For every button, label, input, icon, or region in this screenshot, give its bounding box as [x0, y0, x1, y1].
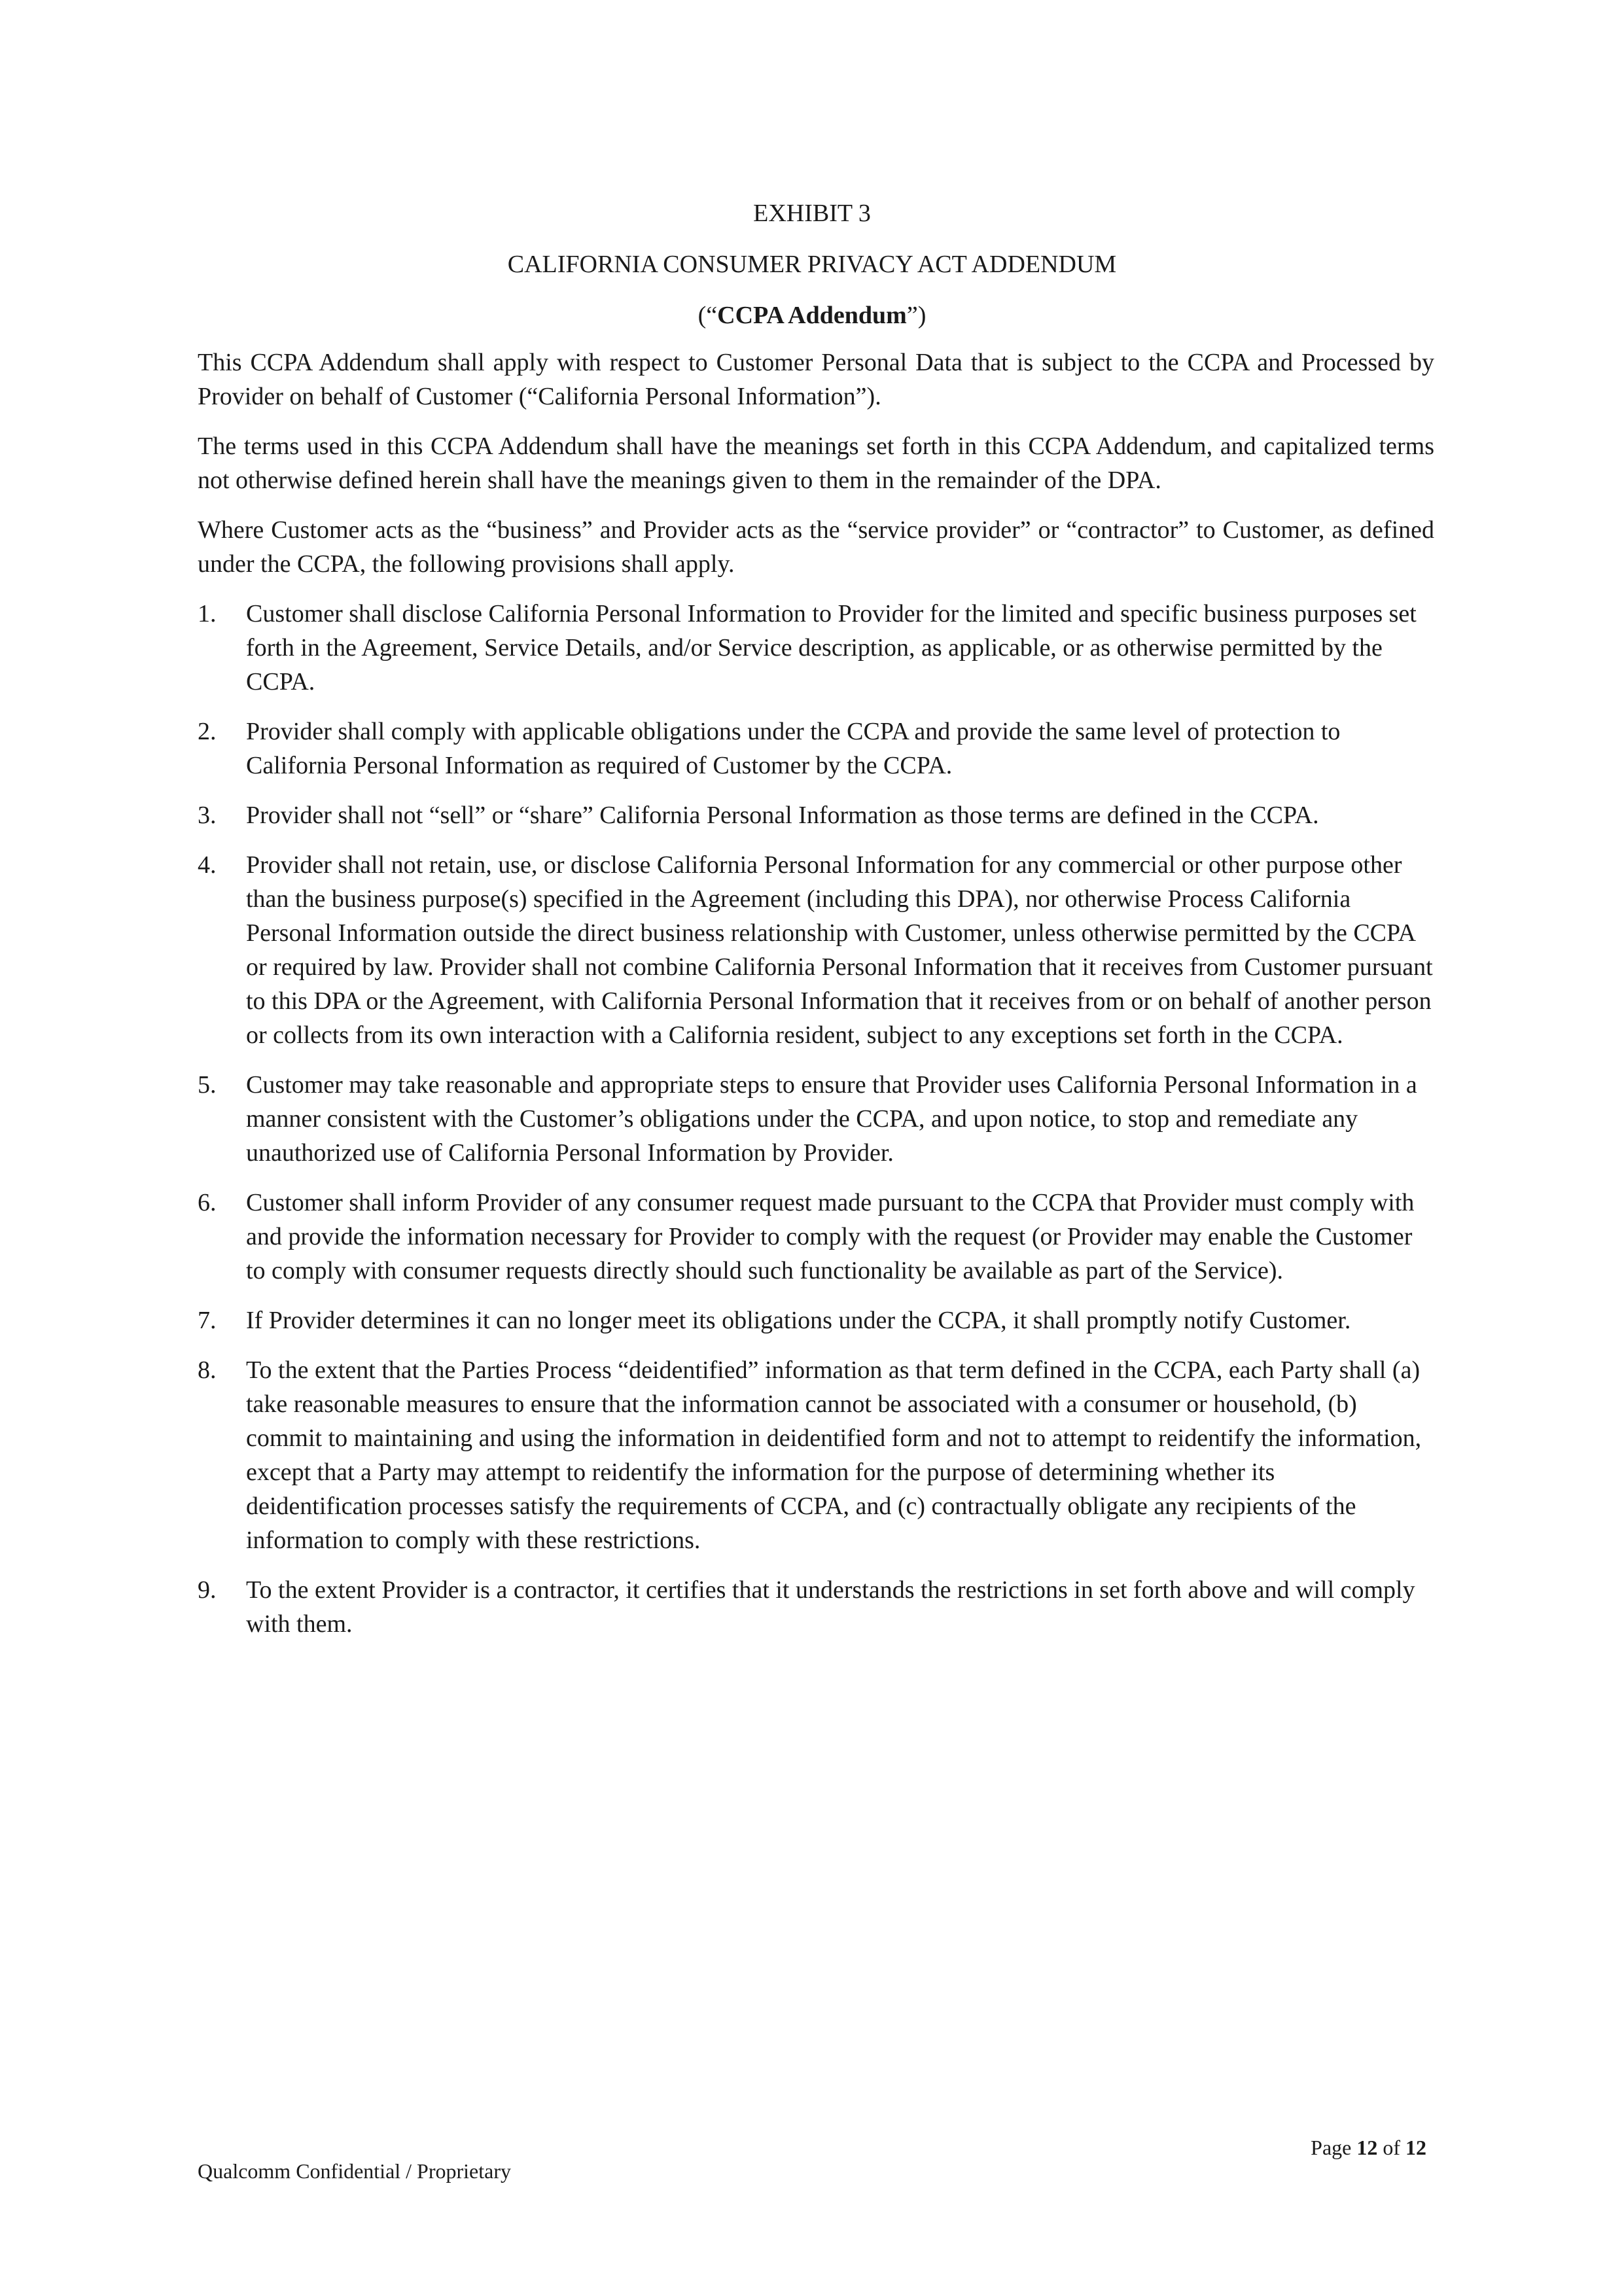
provision-number: 2. [198, 718, 217, 745]
page-current: 12 [1356, 2136, 1378, 2159]
short-name-bold: CCPA Addendum [717, 302, 907, 329]
provision-item [198, 798, 1434, 832]
page-prefix: Page [1311, 2136, 1357, 2159]
page-total: 12 [1405, 2136, 1426, 2159]
provision-item [198, 1303, 1434, 1337]
provision-item [198, 715, 1434, 783]
addendum-short-name [0, 300, 1624, 331]
provisions-list [198, 597, 1434, 1641]
provision-item [198, 848, 1434, 1052]
provision-number: 5. [198, 1071, 217, 1099]
provision-text: Provider shall not “sell” or “share” California Personal Information as those terms are defined in the CCPA. [246, 802, 1319, 829]
provision-text: To the extent Provider is a contractor, it certifies that it understands the restrictions in set forth above and will comply with them. [246, 1576, 1415, 1638]
provision-number: 3. [198, 802, 217, 829]
provision-number: 6. [198, 1189, 217, 1216]
provision-number: 4. [198, 851, 217, 879]
intro-paragraph-roles: Where Customer acts as the “business” and Provider acts as the “service provider” or “contractor” to Customer, as defined under the CCPA, the following provisions shall apply. [198, 516, 1434, 578]
page-number [1311, 2134, 1426, 2161]
provision-item [198, 1573, 1434, 1641]
addendum-title: CALIFORNIA CONSUMER PRIVACY ACT ADDENDUM [507, 251, 1117, 278]
provision-text: Customer may take reasonable and appropriate steps to ensure that Provider uses California Personal Information in a manner consistent with the Customer’s obligations under the CCPA, and upon notice, to stop and remediate any unauthorized use of California Personal Information by Provider. [246, 1071, 1417, 1167]
provision-text: Provider shall not retain, use, or disclose California Personal Information for any commercial or other purpose other than the business purpose(s) specified in the Agreement (including this DPA), nor otherwise Process California Personal Information outside the direct business relationship with Customer, unless otherwise permitted by the CCPA or required by law. Provider shall not combine California Personal Information that it receives from Customer pursuant to this DPA or the Agreement, with California Personal Information that it receives from or on behalf of another person or collects from its own interaction with a California resident, subject to any exceptions set forth in the CCPA. [246, 851, 1433, 1049]
provision-item [198, 1068, 1434, 1170]
provision-number: 1. [198, 600, 217, 627]
provision-text: If Provider determines it can no longer meet its obligations under the CCPA, it shall promptly notify Customer. [246, 1307, 1351, 1334]
exhibit-title: EXHIBIT 3 [753, 200, 871, 227]
page-of: of [1377, 2136, 1405, 2159]
confidentiality-notice: Qualcomm Confidential / Proprietary [198, 2159, 511, 2183]
provision-item [198, 1186, 1434, 1288]
provision-item [198, 597, 1434, 699]
document-body [198, 345, 1434, 1657]
short-name-open-quote: (“ [697, 302, 718, 329]
provision-number: 9. [198, 1576, 217, 1604]
provision-text: To the extent that the Parties Process “deidentified” information as that term defined in the CCPA, each Party shall (a) take reasonable measures to ensure that the information cannot be associated with a consumer or household, (b) commit to maintaining and using the information in deidentified form and not to attempt to reidentify the information, except that a Party may attempt to reidentify the information for the purpose of determining whether its deidentification processes satisfy the requirements of CCPA, and (c) contractually obligate any recipients of the information to comply with these restrictions. [246, 1356, 1422, 1554]
provision-number: 7. [198, 1307, 217, 1334]
provision-number: 8. [198, 1356, 217, 1384]
provision-text: Provider shall comply with applicable obligations under the CCPA and provide the same level of protection to California Personal Information as required of Customer by the CCPA. [246, 718, 1341, 779]
provision-text: Customer shall disclose California Personal Information to Provider for the limited and specific business purposes set forth in the Agreement, Service Details, and/or Service description, as applicable, or as otherwise permitted by the CCPA. [246, 600, 1417, 696]
intro-paragraph-applicability: This CCPA Addendum shall apply with respect to Customer Personal Data that is subject to the CCPA and Processed by Provider on behalf of Customer (“California Personal Information”). [198, 349, 1434, 410]
provision-text: Customer shall inform Provider of any consumer request made pursuant to the CCPA that Provider must comply with and provide the information necessary for Provider to comply with the request (or Provider may enable the Customer to comply with consumer requests directly should such functionality be available as part of the Service). [246, 1189, 1415, 1284]
intro-paragraph-definitions: The terms used in this CCPA Addendum shall have the meanings set forth in this CCPA Addendum, and capitalized terms not otherwise defined herein shall have the meanings given to them in the remainder of the DPA. [198, 433, 1434, 494]
provision-item [198, 1353, 1434, 1557]
short-name-close-quote: ”) [906, 302, 927, 329]
